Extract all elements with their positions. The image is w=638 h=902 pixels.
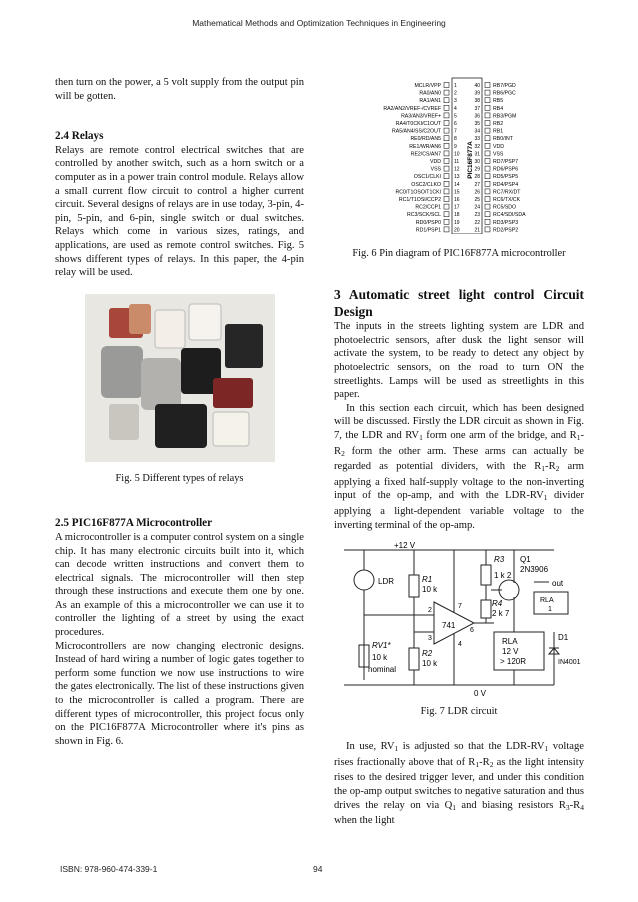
pin-number-right: 37 [474,105,480,112]
pin-label-left: RE1/WR/AN6 [409,143,441,150]
pin-label-right: RB5 [493,98,504,105]
relay-voltage: 12 V [502,647,519,657]
relay-contact-num: 1 [548,606,552,614]
pin-box [444,105,449,110]
pin-label-right: RD7/PSP7 [493,159,519,165]
pin-label-left: RC3/SCK/SCL [406,212,441,219]
q1-label: Q1 [520,555,531,565]
pin-label-left: RA0/AN0 [419,90,441,97]
pin-number-right: 32 [474,143,480,150]
ground-label: 0 V [474,689,487,699]
pin-box [444,143,449,148]
pin-box [444,151,449,156]
pin-box [444,212,449,217]
pin-box [444,83,449,88]
pin-box [485,105,490,110]
pin-number-left: 3 [454,98,457,105]
pin-box [444,204,449,209]
out-label: out [552,579,564,589]
pin-number-left: 4 [454,105,457,112]
pin-label-left: VDD [430,159,441,165]
pin-label-left: OSC2/CLKO [411,181,441,188]
d1-type: IN4001 [558,659,581,667]
pin-number-right: 21 [474,227,480,234]
pin-number-right: 31 [474,151,480,158]
pin-label-right: VDD [493,143,504,150]
pin-label-left: RD1/PSP1 [415,227,441,234]
pin-box [444,227,449,232]
pin-label-right: VSS [493,151,504,158]
pin-box [485,151,490,156]
section-heading-relays: 2.4 Relays [55,130,104,143]
section-3-paragraph-3: In use, $RV_1$ is adjusted so that the LDR-$RV_1$ voltage rises fractionally above that of $R_1-R_2$ as the light intensity rises to the desired trigger lever, and under this condition the op-amp output switches to negative saturation and thus drives the relay on via $Q_1$ and biasing resistors $R_3-R_4$ when the light [334,741,584,827]
pic-paragraph-1: A microcontroller is a computer control system on a single chip. It has many electronic circuits built into it, which can decode written instructions and convert them to electrical signals. The microcontroller will then step through these instructions and execute them one by one. As an example of this a microcontroller we can use it to controller the lighting of a street by using the exact procedures. [55,531,304,639]
pin-number-right: 26 [474,189,480,196]
pin-box [485,83,490,88]
pin-label-right: RD4/PSP4 [493,181,519,188]
pin-number-right: 33 [474,136,480,143]
pin-number-left: 8 [454,136,457,143]
figure-6-caption: Fig. 6 Pin diagram of PIC16F877A microcontroller [352,247,566,259]
figure-7-caption: Fig. 7 LDR circuit [420,705,498,717]
pin-number-right: 30 [474,159,480,165]
relay-contact-label: RLA [540,597,554,605]
r4-value: 2 k 7 [492,609,510,619]
footer-isbn: ISBN: 978-960-474-339-1 [60,864,158,874]
relays-photo [85,294,275,462]
pin-number-left: 16 [454,197,460,203]
pin-box [485,98,490,103]
pin-box [485,219,490,224]
pin-box [485,136,490,141]
pin-number-right: 24 [474,204,480,211]
pin-box [444,181,449,186]
pin-number-left: 7 [454,128,457,135]
r1-label: R1 [422,575,433,585]
pin6-label: 6 [470,627,474,635]
r3-label: R3 [494,555,505,565]
pin-label-right: RB7/PGD [493,83,516,89]
pin-box [444,113,449,118]
pin-label-right: RB4 [493,105,504,112]
pin-label-left: RC1/T1OSI/CCP2 [398,197,441,203]
pin-number-left: 10 [454,151,460,158]
pin-label-right: RB0/INT [493,136,513,143]
pin-number-left: 13 [454,174,460,181]
pin-number-left: 17 [454,204,460,211]
pin-box [444,166,449,171]
pin-box [485,143,490,148]
pin-box [485,204,490,209]
pin-label-left: RE0/RD/AN5 [410,136,441,143]
pin-number-left: 14 [454,181,460,188]
pin-label-right: RC5/SDO [493,204,517,211]
pin-number-left: 18 [454,212,460,219]
pin2-label: 2 [428,607,432,615]
relay-resistance: > 120R [500,657,527,667]
pin-box [444,128,449,133]
pin-box [485,181,490,186]
pin-label-left: RA2/AN2/VREF-/CVREF [383,105,441,112]
pin-box [485,113,490,118]
ldr-circuit-diagram [334,540,584,700]
pin-number-left: 19 [454,219,460,226]
pin-number-right: 36 [474,113,480,120]
pin-label-right: RB1 [493,128,504,135]
pin-label-right: RB6/PGC [493,90,516,97]
pin-box [444,90,449,95]
section-heading-3: 3 Automatic street light control Circuit Design [334,287,584,320]
pin-number-right: 22 [474,219,480,226]
pin-box [485,90,490,95]
pin-box [485,174,490,179]
pin-number-right: 39 [474,90,480,97]
pin-label-right: RD5/PSP5 [493,174,519,181]
pin-number-left: 6 [454,121,457,127]
pin-number-left: 9 [454,143,457,150]
r3-value: 1 k 2 [494,571,512,581]
pin-box [485,121,490,126]
pin-label-right: RC6/TX/CK [493,197,521,203]
pic-paragraph-2: Microcontrollers are now changing electronic designs. Instead of hard wiring a number of logic gates together to perform some function we now use instructions to wire the gates electronically. The list of these instructions given to the microcontroller is called a program. There are different types of microcontroller, this project focus only on the PIC16F877A Microcontroller where it's pins as shown in Fig. 6. [55,640,304,747]
pin-number-left: 12 [454,166,460,173]
pin-box [485,166,490,171]
pin-number-right: 27 [474,181,480,188]
pin-label-left: RD0/PSP0 [415,219,441,226]
relays-paragraph: Relays are remote control electrical switches that are controlled by another switch, such as a horn switch or a computer as in a power train control module. Relays allow a small current flow circuit to control a higher current circuit. Several designs of relays are in use today, 3-pin, 4-pin, 5-pin, and 6-pin, single switch or dual switches. Relays which come in various sizes, ratings, and applications, are used as remote control switches. Fig. 5 shows different types of relays. In this paper, the 4-pin relay will be used. [55,144,304,279]
section-3-paragraph-2: In this section each circuit, which has been designed will be discussed. Firstly the LDR circuit as shown in Fig. 7, the LDR and $RV_1$ form one arm of the bridge, and $R_1-R_2$ form the other arm. These arms can actually be regarded as potential dividers, with the $R_1-R_2$ arm applying a fixed half-supply voltage to the non-inverting input of the op-amp, and with the LDR-$RV_1$ divider applying a light-dependent variable voltage to the inverting terminal of the op-amp. [334,402,585,531]
pin-label-right: RC4/SDI/SDA [493,212,526,219]
pin7-label: 7 [458,603,462,611]
pin-label-left: RA1/AN1 [419,98,441,105]
section-3-paragraph-1: The inputs in the streets lighting system are LDR and photoelectric sensors, after dusk the light sensor will activate the system, to be ready to detect any object by photoelectric sensors, on the road to turn ON the streetlights. Lamps will be used as streetlights in this paper. [334,321,584,401]
pin-number-left: 15 [454,189,460,196]
section-heading-pic: 2.5 PIC16F877A Microcontroller [55,517,213,530]
pin-label-right: RB3/PGM [493,113,517,120]
pin-label-left: RA4/T0CKI/C1OUT [395,121,441,127]
pin-box [444,136,449,141]
pin-label-right: RD2/PSP2 [493,227,519,234]
pin-number-left: 5 [454,113,457,120]
pin-diagram [334,76,584,234]
pin-number-right: 35 [474,121,480,127]
pin-number-right: 40 [474,83,480,89]
d1-label: D1 [558,633,569,643]
pin-number-left: 20 [454,227,460,234]
pin-box [444,189,449,194]
pin-label-left: RA5/AN4/SS/C2OUT [391,128,441,135]
q1-type: 2N3906 [520,565,549,575]
pin-number-right: 25 [474,197,480,203]
pin-box [485,212,490,217]
r4-label: R4 [492,599,503,609]
ldr-label: LDR [378,577,395,587]
relay-label: RLA [502,637,518,647]
pin-box [485,197,490,202]
pin-box [444,197,449,202]
pin-label-right: RD3/PSP3 [493,219,519,226]
rv1-value: 10 k [372,653,388,663]
pin-number-right: 29 [474,166,480,173]
pin-label-left: OSC1/CLKI [413,174,441,181]
pin4-label: 4 [458,641,462,649]
rv1-note: nominal [368,665,397,675]
pin-label-right: RC7/RX/DT [493,189,521,196]
pin-label-left: RE2/CS/AN7 [410,151,441,158]
left-column [55,76,304,748]
right-column [334,76,584,828]
pin-number-right: 28 [474,174,480,181]
pin-box [444,219,449,224]
opamp-label: 741 [442,621,456,631]
pin-number-right: 23 [474,212,480,219]
page-number: 94 [313,864,323,874]
intro-paragraph: then turn on the power, a 5 volt supply from the output pin will be gotten. [55,77,304,102]
pin-box [485,189,490,194]
pin-number-right: 38 [474,98,480,105]
rv1-label: RV1* [372,641,391,651]
pin-box [444,98,449,103]
r1-value: 10 k [422,585,438,595]
pin-label-left: RA3/AN3/VREF+ [401,113,441,120]
r2-value: 10 k [422,659,438,669]
running-header: Mathematical Methods and Optimization Techniques in Engineering [192,18,446,28]
pin-box [485,227,490,232]
r2-label: R2 [422,649,433,659]
pin-number-left: 2 [454,90,457,97]
pin-box [485,128,490,133]
pin-box [444,174,449,179]
pin-number-left: 1 [454,83,457,89]
pin-label-right: RB2 [493,121,504,127]
pin-label-right: RD6/PSP6 [493,166,519,173]
pin-label-left: MCLR/VPP [414,83,441,89]
pin3-label: 3 [428,635,432,643]
pin-label-left: RC2/CCP1 [415,204,441,211]
pin-number-left: 11 [454,159,460,165]
chip-label: PIC16F877A [467,141,474,179]
pin-label-left: RC0/T1OSO/T1CKI [395,189,441,196]
supply-label: +12 V [394,541,416,551]
pin-box [485,159,490,164]
pin-label-left: VSS [430,166,441,173]
pin-box [444,159,449,164]
pin-number-right: 34 [474,128,480,135]
figure-5-caption: Fig. 5 Different types of relays [115,472,244,484]
pin-box [444,121,449,126]
